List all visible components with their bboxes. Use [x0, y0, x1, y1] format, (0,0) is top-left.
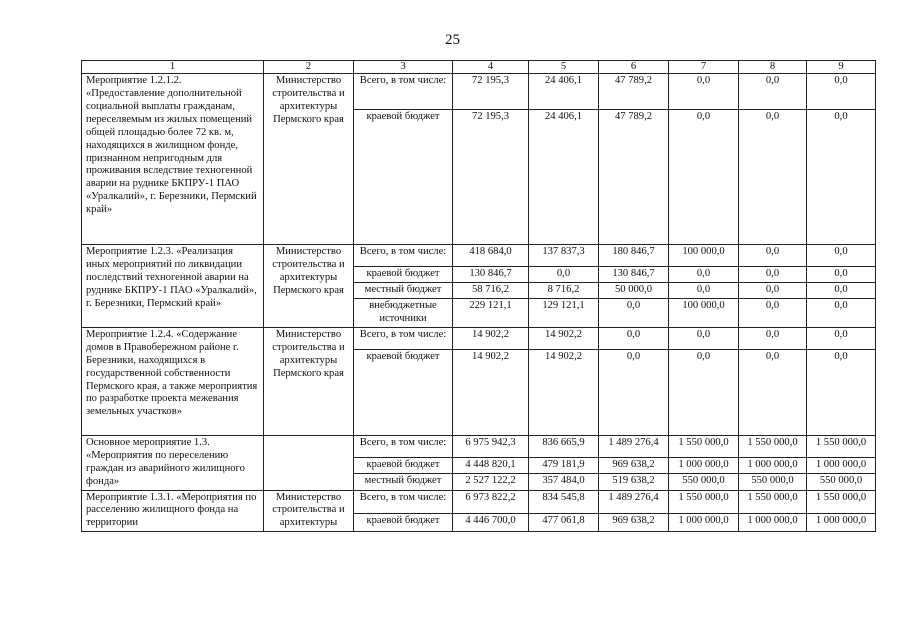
amount-cell: 72 195,3 [453, 110, 529, 245]
amount-cell: 1 000 000,0 [739, 513, 807, 532]
funding-source: краевой бюджет [354, 349, 453, 435]
amount-cell: 0,0 [529, 267, 599, 283]
amount-cell: 0,0 [669, 74, 739, 110]
amount-cell: 969 638,2 [599, 458, 669, 474]
budget-table [81, 60, 876, 532]
amount-cell: 100 000,0 [669, 245, 739, 267]
amount-cell: 477 061,8 [529, 513, 599, 532]
amount-cell: 0,0 [669, 283, 739, 299]
amount-cell: 0,0 [739, 267, 807, 283]
amount-cell: 72 195,3 [453, 74, 529, 110]
amount-cell: 1 550 000,0 [669, 435, 739, 457]
amount-cell: 4 448 820,1 [453, 458, 529, 474]
measure-description: Мероприятие 1.3.1. «Мероприятия по расселению жилищного фонда на территории [82, 490, 264, 532]
amount-cell: 14 902,2 [453, 349, 529, 435]
amount-cell: 1 000 000,0 [807, 458, 876, 474]
responsible-ministry: Министерство строительства и архитектуры Пермского края [264, 74, 354, 245]
amount-cell: 24 406,1 [529, 110, 599, 245]
amount-cell: 0,0 [739, 327, 807, 349]
header-row [82, 61, 876, 74]
funding-source: Всего, в том числе: [354, 435, 453, 457]
column-number: 8 [739, 61, 807, 74]
amount-cell: 1 489 276,4 [599, 435, 669, 457]
funding-source: местный бюджет [354, 283, 453, 299]
funding-source: краевой бюджет [354, 267, 453, 283]
measure-description: Основное мероприятие 1.3. «Мероприятия по переселению граждан из аварийного жилищного фонда» [82, 435, 264, 490]
funding-source: внебюджетные источники [354, 299, 453, 328]
amount-cell: 1 550 000,0 [807, 435, 876, 457]
column-number: 9 [807, 61, 876, 74]
amount-cell: 58 716,2 [453, 283, 529, 299]
amount-cell: 14 902,2 [529, 349, 599, 435]
amount-cell: 0,0 [807, 349, 876, 435]
funding-source: краевой бюджет [354, 513, 453, 532]
column-number: 1 [82, 61, 264, 74]
funding-source: Всего, в том числе: [354, 74, 453, 110]
amount-cell: 0,0 [807, 283, 876, 299]
column-number: 6 [599, 61, 669, 74]
amount-cell: 47 789,2 [599, 74, 669, 110]
responsible-ministry: Министерство строительства и архитектуры Пермского края [264, 245, 354, 328]
amount-cell: 0,0 [739, 349, 807, 435]
amount-cell: 14 902,2 [453, 327, 529, 349]
amount-cell: 100 000,0 [669, 299, 739, 328]
responsible-ministry [264, 435, 354, 490]
amount-cell: 1 550 000,0 [739, 435, 807, 457]
amount-cell: 130 846,7 [599, 267, 669, 283]
amount-cell: 0,0 [739, 283, 807, 299]
amount-cell: 550 000,0 [669, 474, 739, 490]
column-number: 3 [354, 61, 453, 74]
amount-cell: 137 837,3 [529, 245, 599, 267]
amount-cell: 6 973 822,2 [453, 490, 529, 513]
amount-cell: 0,0 [807, 74, 876, 110]
amount-cell: 1 000 000,0 [669, 513, 739, 532]
amount-cell: 50 000,0 [599, 283, 669, 299]
amount-cell: 6 975 942,3 [453, 435, 529, 457]
amount-cell: 0,0 [669, 267, 739, 283]
amount-cell: 0,0 [599, 327, 669, 349]
amount-cell: 836 665,9 [529, 435, 599, 457]
measure-description: Мероприятие 1.2.3. «Реализация иных мероприятий по ликвидации последствий техногенной аварии на руднике БКПРУ-1 ПАО «Уралкалий», г. Березники, Пермский край» [82, 245, 264, 328]
amount-cell: 0,0 [739, 299, 807, 328]
amount-cell: 1 550 000,0 [739, 490, 807, 513]
amount-cell: 1 550 000,0 [807, 490, 876, 513]
table-row [82, 245, 876, 267]
amount-cell: 2 527 122,2 [453, 474, 529, 490]
amount-cell: 0,0 [807, 327, 876, 349]
amount-cell: 8 716,2 [529, 283, 599, 299]
amount-cell: 418 684,0 [453, 245, 529, 267]
amount-cell: 0,0 [669, 110, 739, 245]
responsible-ministry: Министерство строительства и архитектуры Пермского края [264, 327, 354, 435]
amount-cell: 0,0 [669, 327, 739, 349]
funding-source: Всего, в том числе: [354, 245, 453, 267]
amount-cell: 0,0 [599, 299, 669, 328]
measure-description: Мероприятие 1.2.1.2. «Предоставление дополнительной социальной выплаты гражданам, переселяемым из жилых помещений общей площадью более 72 кв. м, находящихся в жилищном фонде, признанном непригодным для проживания вследствие техногенной аварии на руднике БКПРУ-1 ПАО «Уралкалий», г. Березники, Пермский край» [82, 74, 264, 245]
funding-source: краевой бюджет [354, 458, 453, 474]
amount-cell: 0,0 [807, 299, 876, 328]
table-row [82, 435, 876, 457]
funding-source: краевой бюджет [354, 110, 453, 245]
amount-cell: 4 446 700,0 [453, 513, 529, 532]
measure-description: Мероприятие 1.2.4. «Содержание домов в Правобережном районе г. Березники, находящихся в государственной собственности Пермского края, а также мероприятия по разработке проекта межевания земельных участков» [82, 327, 264, 435]
table-row [82, 327, 876, 349]
amount-cell: 0,0 [739, 74, 807, 110]
table-row [82, 74, 876, 110]
amount-cell: 1 550 000,0 [669, 490, 739, 513]
amount-cell: 0,0 [807, 245, 876, 267]
amount-cell: 0,0 [739, 245, 807, 267]
amount-cell: 1 000 000,0 [739, 458, 807, 474]
amount-cell: 14 902,2 [529, 327, 599, 349]
column-number: 2 [264, 61, 354, 74]
amount-cell: 357 484,0 [529, 474, 599, 490]
column-number: 4 [453, 61, 529, 74]
amount-cell: 129 121,1 [529, 299, 599, 328]
amount-cell: 0,0 [599, 349, 669, 435]
amount-cell: 834 545,8 [529, 490, 599, 513]
amount-cell: 0,0 [669, 349, 739, 435]
amount-cell: 550 000,0 [739, 474, 807, 490]
amount-cell: 969 638,2 [599, 513, 669, 532]
amount-cell: 130 846,7 [453, 267, 529, 283]
funding-source: Всего, в том числе: [354, 327, 453, 349]
column-number: 7 [669, 61, 739, 74]
amount-cell: 1 000 000,0 [807, 513, 876, 532]
amount-cell: 550 000,0 [807, 474, 876, 490]
responsible-ministry: Министерство строительства и архитектуры [264, 490, 354, 532]
amount-cell: 0,0 [739, 110, 807, 245]
amount-cell: 0,0 [807, 110, 876, 245]
amount-cell: 479 181,9 [529, 458, 599, 474]
amount-cell: 519 638,2 [599, 474, 669, 490]
amount-cell: 180 846,7 [599, 245, 669, 267]
table-row [82, 490, 876, 513]
page-number: 25 [445, 32, 460, 48]
amount-cell: 1 489 276,4 [599, 490, 669, 513]
amount-cell: 229 121,1 [453, 299, 529, 328]
amount-cell: 24 406,1 [529, 74, 599, 110]
funding-source: местный бюджет [354, 474, 453, 490]
amount-cell: 1 000 000,0 [669, 458, 739, 474]
amount-cell: 0,0 [807, 267, 876, 283]
funding-source: Всего, в том числе: [354, 490, 453, 513]
amount-cell: 47 789,2 [599, 110, 669, 245]
column-number: 5 [529, 61, 599, 74]
